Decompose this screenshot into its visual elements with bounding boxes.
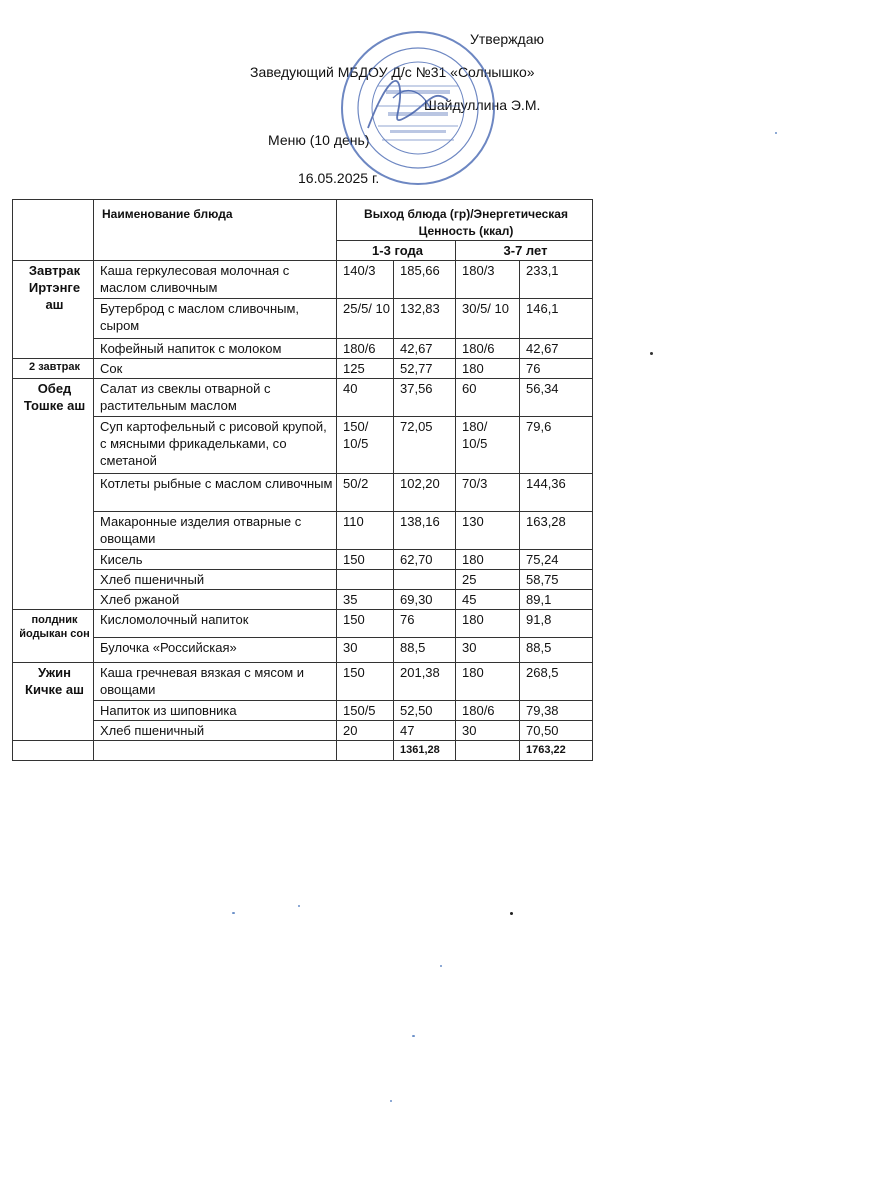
kcal-3-7: 79,6	[520, 417, 593, 474]
grams-3-7: 180/3	[456, 261, 520, 299]
dish-name: Напиток из шиповника	[94, 701, 337, 721]
grams-1-3: 50/2	[337, 474, 394, 512]
kcal-3-7: 91,8	[520, 610, 593, 638]
kcal-3-7: 79,38	[520, 701, 593, 721]
grams-1-3: 180/6	[337, 339, 394, 359]
kcal-1-3: 185,66	[394, 261, 456, 299]
scan-speck	[440, 965, 442, 967]
grams-1-3: 25/5/ 10	[337, 299, 394, 339]
total-empty-cell	[456, 741, 520, 761]
kcal-3-7: 146,1	[520, 299, 593, 339]
grams-3-7: 180	[456, 663, 520, 701]
total-kcal-3-7: 1763,22	[520, 741, 593, 761]
dish-name: Булочка «Российская»	[94, 638, 337, 663]
scan-speck	[650, 352, 653, 355]
total-empty-cell	[94, 741, 337, 761]
grams-3-7: 30	[456, 638, 520, 663]
grams-3-7: 180/6	[456, 339, 520, 359]
kcal-1-3	[394, 570, 456, 590]
meal-afternoon-snack: полдник йодыкан сон	[13, 610, 94, 663]
grams-1-3: 150/ 10/5	[337, 417, 394, 474]
dish-name: Сок	[94, 359, 337, 379]
meal-breakfast: Завтрак Иртэнге аш	[13, 261, 94, 359]
dish-name: Суп картофельный с рисовой крупой, с мясными фрикадельками, со сметаной	[94, 417, 337, 474]
kcal-1-3: 69,30	[394, 590, 456, 610]
column-header-output: Выход блюда (гр)/Энергетическая Ценность (ккал)	[337, 200, 593, 241]
total-kcal-1-3: 1361,28	[394, 741, 456, 761]
scan-speck	[775, 132, 777, 134]
kcal-3-7: 88,5	[520, 638, 593, 663]
signatory-name: Шайдуллина Э.М.	[424, 97, 541, 113]
head-title: Заведующий МБДОУ Д/с №31 «Солнышко»	[250, 64, 535, 80]
scan-speck	[232, 912, 235, 914]
dish-name: Кофейный напиток с молоком	[94, 339, 337, 359]
grams-3-7: 60	[456, 379, 520, 417]
kcal-1-3: 42,67	[394, 339, 456, 359]
kcal-1-3: 52,50	[394, 701, 456, 721]
kcal-3-7: 76	[520, 359, 593, 379]
dish-name: Хлеб пшеничный	[94, 570, 337, 590]
age-group-3-7: 3-7 лет	[456, 241, 593, 261]
header-empty-cell	[13, 200, 94, 261]
meal-lunch: Обед Тошке аш	[13, 379, 94, 610]
grams-3-7: 180/6	[456, 701, 520, 721]
grams-1-3: 110	[337, 512, 394, 550]
kcal-3-7: 56,34	[520, 379, 593, 417]
grams-1-3: 20	[337, 721, 394, 741]
grams-3-7: 45	[456, 590, 520, 610]
grams-1-3: 150	[337, 610, 394, 638]
dish-name: Хлеб ржаной	[94, 590, 337, 610]
kcal-1-3: 102,20	[394, 474, 456, 512]
kcal-3-7: 144,36	[520, 474, 593, 512]
age-group-1-3: 1-3 года	[337, 241, 456, 261]
dish-name: Бутерброд с маслом сливочным, сыром	[94, 299, 337, 339]
kcal-1-3: 138,16	[394, 512, 456, 550]
kcal-3-7: 70,50	[520, 721, 593, 741]
grams-3-7: 180	[456, 550, 520, 570]
kcal-1-3: 37,56	[394, 379, 456, 417]
kcal-1-3: 88,5	[394, 638, 456, 663]
menu-table	[12, 199, 593, 761]
kcal-3-7: 233,1	[520, 261, 593, 299]
scan-speck	[298, 905, 300, 907]
grams-1-3: 150/5	[337, 701, 394, 721]
grams-1-3: 35	[337, 590, 394, 610]
kcal-3-7: 89,1	[520, 590, 593, 610]
kcal-3-7: 268,5	[520, 663, 593, 701]
scan-speck	[390, 1100, 392, 1102]
grams-1-3: 140/3	[337, 261, 394, 299]
kcal-1-3: 76	[394, 610, 456, 638]
grams-3-7: 30	[456, 721, 520, 741]
column-header-dish: Наименование блюда	[94, 200, 337, 261]
dish-name: Котлеты рыбные с маслом сливочным	[94, 474, 337, 512]
dish-name: Кисель	[94, 550, 337, 570]
kcal-1-3: 72,05	[394, 417, 456, 474]
dish-name: Кисломолочный напиток	[94, 610, 337, 638]
kcal-3-7: 58,75	[520, 570, 593, 590]
grams-3-7: 70/3	[456, 474, 520, 512]
menu-title: Меню (10 день)	[268, 132, 370, 148]
grams-3-7: 180/ 10/5	[456, 417, 520, 474]
grams-1-3: 150	[337, 663, 394, 701]
kcal-1-3: 62,70	[394, 550, 456, 570]
dish-name: Каша геркулесовая молочная с маслом сливочным	[94, 261, 337, 299]
kcal-1-3: 52,77	[394, 359, 456, 379]
grams-3-7: 30/5/ 10	[456, 299, 520, 339]
total-empty-cell	[13, 741, 94, 761]
grams-1-3: 30	[337, 638, 394, 663]
kcal-3-7: 163,28	[520, 512, 593, 550]
scan-speck	[412, 1035, 415, 1037]
kcal-1-3: 47	[394, 721, 456, 741]
approval-label: Утверждаю	[470, 31, 544, 47]
grams-1-3: 125	[337, 359, 394, 379]
kcal-1-3: 132,83	[394, 299, 456, 339]
kcal-3-7: 42,67	[520, 339, 593, 359]
grams-3-7: 130	[456, 512, 520, 550]
meal-dinner: Ужин Кичке аш	[13, 663, 94, 741]
menu-date: 16.05.2025 г.	[298, 170, 380, 186]
scan-speck	[510, 912, 513, 915]
total-empty-cell	[337, 741, 394, 761]
grams-3-7: 180	[456, 359, 520, 379]
official-stamp	[338, 28, 498, 188]
dish-name: Хлеб пшеничный	[94, 721, 337, 741]
grams-3-7: 25	[456, 570, 520, 590]
kcal-1-3: 201,38	[394, 663, 456, 701]
dish-name: Макаронные изделия отварные с овощами	[94, 512, 337, 550]
dish-name: Салат из свеклы отварной с растительным маслом	[94, 379, 337, 417]
grams-1-3: 150	[337, 550, 394, 570]
kcal-3-7: 75,24	[520, 550, 593, 570]
grams-1-3: 40	[337, 379, 394, 417]
grams-3-7: 180	[456, 610, 520, 638]
meal-second-breakfast: 2 завтрак	[13, 359, 94, 379]
grams-1-3	[337, 570, 394, 590]
dish-name: Каша гречневая вязкая с мясом и овощами	[94, 663, 337, 701]
